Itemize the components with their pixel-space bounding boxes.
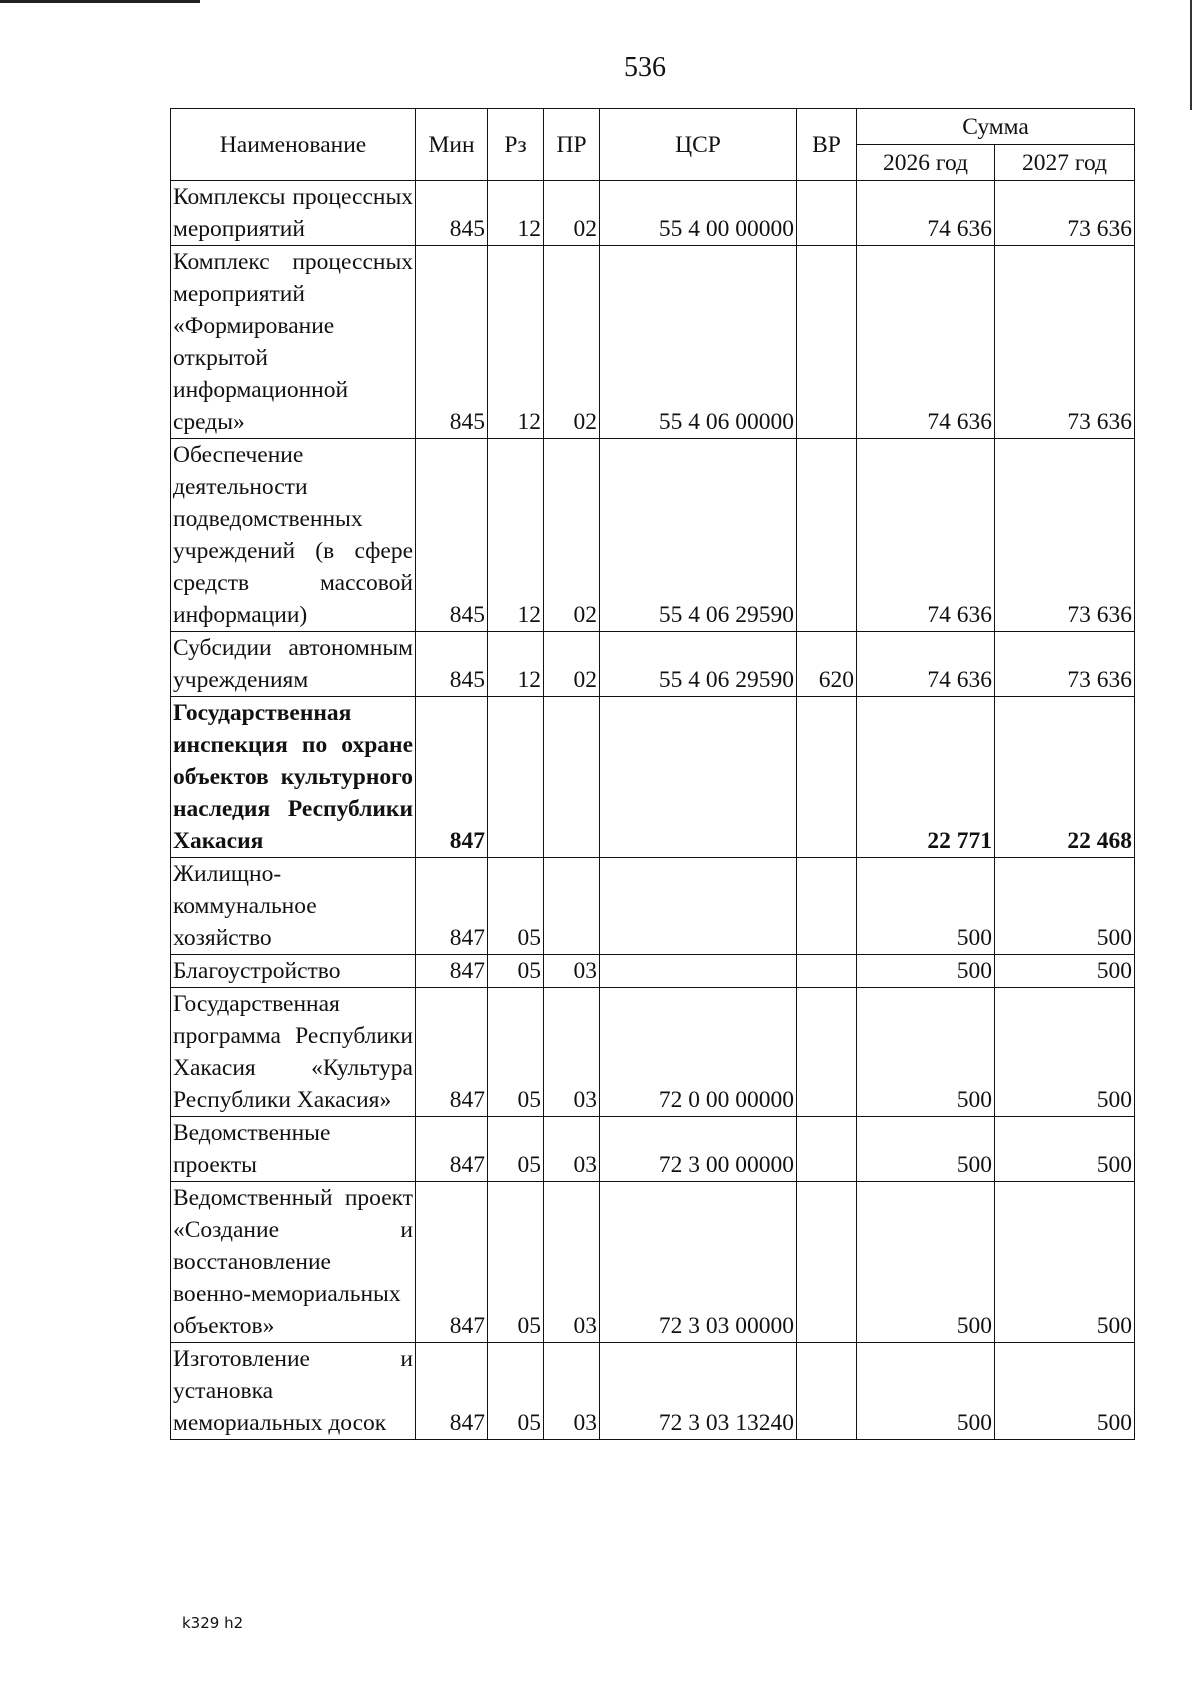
row-csr: 55 4 06 29590	[600, 632, 797, 697]
table-row	[171, 246, 1135, 439]
row-sum-2027: 22 468	[995, 697, 1135, 858]
header-sum: Сумма	[857, 109, 1135, 145]
header-year-2026: 2026 год	[857, 145, 995, 181]
row-sum-2026: 74 636	[857, 181, 995, 246]
row-csr: 55 4 06 00000	[600, 246, 797, 439]
header-year-2027: 2027 год	[995, 145, 1135, 181]
row-csr: 55 4 06 29590	[600, 439, 797, 632]
row-min: 845	[416, 632, 488, 697]
row-vr	[797, 439, 857, 632]
row-sum-2027: 500	[995, 1343, 1135, 1440]
row-min: 845	[416, 439, 488, 632]
row-vr	[797, 988, 857, 1117]
row-sum-2026: 74 636	[857, 246, 995, 439]
row-min: 847	[416, 858, 488, 955]
row-name: Государственная инспекция по охране объектов культурного наследия Республики Хакасия	[171, 697, 416, 858]
header-pr: ПР	[544, 109, 600, 181]
row-vr	[797, 1117, 857, 1182]
row-pr: 03	[544, 988, 600, 1117]
row-rz: 12	[488, 181, 544, 246]
row-sum-2027: 73 636	[995, 632, 1135, 697]
row-sum-2026: 500	[857, 955, 995, 988]
row-csr	[600, 697, 797, 858]
row-min: 847	[416, 697, 488, 858]
row-min: 845	[416, 181, 488, 246]
header-min: Мин	[416, 109, 488, 181]
table-row	[171, 1343, 1135, 1440]
table-row	[171, 697, 1135, 858]
page-number: 536	[624, 52, 666, 83]
row-pr: 03	[544, 1117, 600, 1182]
table-row	[171, 955, 1135, 988]
row-sum-2026: 74 636	[857, 439, 995, 632]
row-rz: 12	[488, 439, 544, 632]
row-pr: 02	[544, 246, 600, 439]
row-sum-2026: 500	[857, 858, 995, 955]
row-vr	[797, 955, 857, 988]
header-vr: ВР	[797, 109, 857, 181]
row-sum-2027: 500	[995, 955, 1135, 988]
row-name: Комплекс процессных мероприятий «Формирование открытой информационной среды»	[171, 246, 416, 439]
row-sum-2026: 500	[857, 1117, 995, 1182]
top-rule	[0, 0, 200, 3]
row-rz	[488, 697, 544, 858]
row-name: Ведомственные проекты	[171, 1117, 416, 1182]
row-csr: 72 0 00 00000	[600, 988, 797, 1117]
row-min: 847	[416, 1117, 488, 1182]
row-sum-2027: 500	[995, 988, 1135, 1117]
table-body	[171, 181, 1135, 1440]
table-row	[171, 858, 1135, 955]
row-sum-2026: 500	[857, 1343, 995, 1440]
row-name: Обеспечение деятельности подведомственных учреждений (в сфере средств массовой информации)	[171, 439, 416, 632]
row-sum-2026: 500	[857, 988, 995, 1117]
row-rz: 05	[488, 1182, 544, 1343]
row-name: Изготовление и установка мемориальных досок	[171, 1343, 416, 1440]
row-min: 847	[416, 955, 488, 988]
row-sum-2026: 74 636	[857, 632, 995, 697]
row-pr	[544, 858, 600, 955]
row-vr	[797, 697, 857, 858]
row-csr: 72 3 00 00000	[600, 1117, 797, 1182]
row-name: Комплексы процессных мероприятий	[171, 181, 416, 246]
table-row	[171, 632, 1135, 697]
row-name: Субсидии автономным учреждениям	[171, 632, 416, 697]
row-sum-2027: 500	[995, 1182, 1135, 1343]
row-csr: 72 3 03 00000	[600, 1182, 797, 1343]
row-min: 847	[416, 1182, 488, 1343]
row-pr: 03	[544, 1182, 600, 1343]
row-csr	[600, 955, 797, 988]
header-csr: ЦСР	[600, 109, 797, 181]
row-sum-2026: 500	[857, 1182, 995, 1343]
row-pr: 03	[544, 1343, 600, 1440]
row-sum-2027: 73 636	[995, 246, 1135, 439]
row-pr: 03	[544, 955, 600, 988]
row-rz: 12	[488, 632, 544, 697]
row-csr: 55 4 00 00000	[600, 181, 797, 246]
table-row	[171, 1182, 1135, 1343]
row-pr: 02	[544, 439, 600, 632]
table-row	[171, 181, 1135, 246]
footer-code: k329 h2	[182, 1614, 244, 1632]
header-name: Наименование	[171, 109, 416, 181]
row-rz: 05	[488, 858, 544, 955]
row-min: 847	[416, 1343, 488, 1440]
row-pr: 02	[544, 181, 600, 246]
row-vr	[797, 181, 857, 246]
row-rz: 12	[488, 246, 544, 439]
row-pr: 02	[544, 632, 600, 697]
table-row	[171, 988, 1135, 1117]
row-min: 847	[416, 988, 488, 1117]
row-sum-2026: 22 771	[857, 697, 995, 858]
table-row	[171, 439, 1135, 632]
row-rz: 05	[488, 988, 544, 1117]
row-vr	[797, 1343, 857, 1440]
row-vr	[797, 1182, 857, 1343]
row-rz: 05	[488, 1117, 544, 1182]
row-vr	[797, 246, 857, 439]
row-sum-2027: 73 636	[995, 439, 1135, 632]
row-csr: 72 3 03 13240	[600, 1343, 797, 1440]
row-pr	[544, 697, 600, 858]
row-name: Государственная программа Республики Хакасия «Культура Республики Хакасия»	[171, 988, 416, 1117]
row-name: Ведомственный проект «Создание и восстановление военно-мемориальных объектов»	[171, 1182, 416, 1343]
budget-table	[170, 108, 1135, 1440]
row-name: Благоустройство	[171, 955, 416, 988]
row-min: 845	[416, 246, 488, 439]
row-csr	[600, 858, 797, 955]
row-name: Жилищно-коммунальное хозяйство	[171, 858, 416, 955]
header-rz: Рз	[488, 109, 544, 181]
row-sum-2027: 500	[995, 858, 1135, 955]
row-vr: 620	[797, 632, 857, 697]
row-sum-2027: 500	[995, 1117, 1135, 1182]
table-row	[171, 1117, 1135, 1182]
row-rz: 05	[488, 1343, 544, 1440]
row-vr	[797, 858, 857, 955]
row-sum-2027: 73 636	[995, 181, 1135, 246]
row-rz: 05	[488, 955, 544, 988]
